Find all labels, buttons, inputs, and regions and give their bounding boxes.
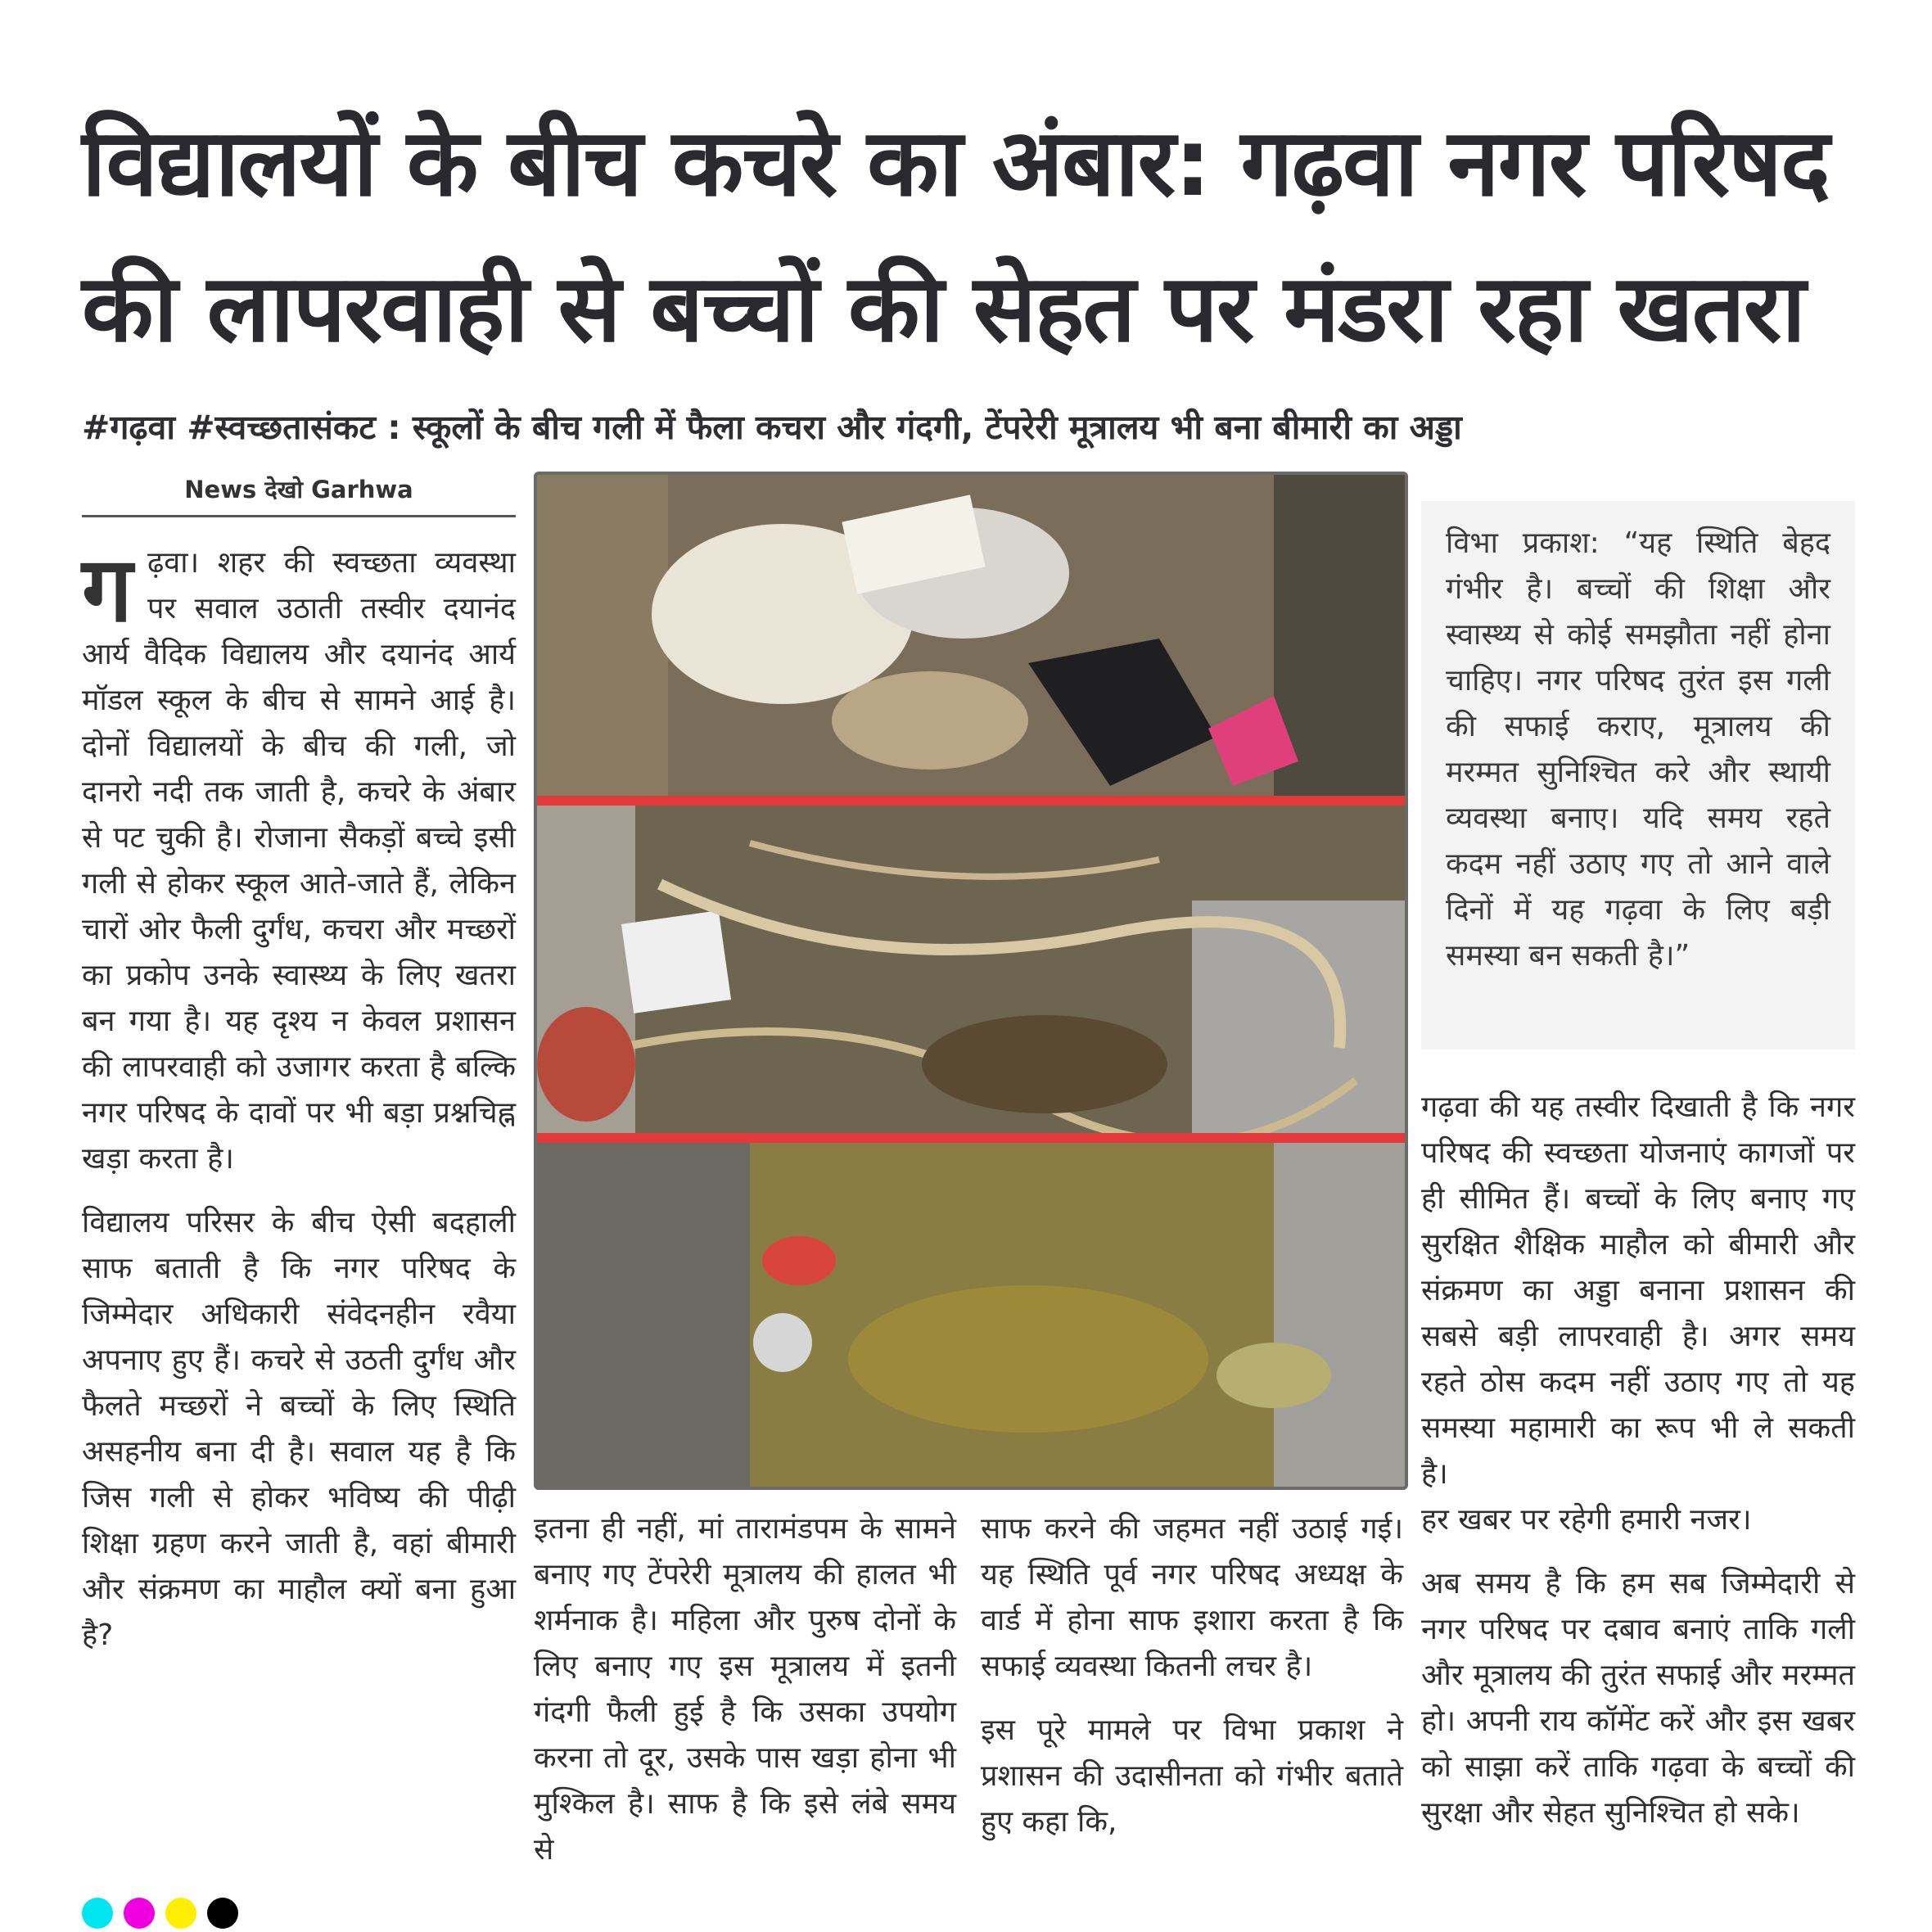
headline-line-2: की लापरवाही से बच्चों की सेहत पर मंडरा रहा खतरा — [82, 254, 1804, 363]
headline — [82, 90, 1850, 381]
middle-2-paragraph-1: साफ करने की जहमत नहीं उठाई गई। यह स्थिति पूर्व नगर परिषद अध्यक्ष के वार्ड में होना साफ इशारा करता है कि सफाई व्यवस्था कितनी लचर है। — [981, 1512, 1403, 1683]
subheadline: #गढ़वा #स्वच्छतासंकट : स्कूलों के बीच गली में फैला कचरा और गंदगी, टेंपरेरी मूत्रालय भी बना बीमारी का अड्डा — [82, 408, 1462, 447]
cyan-dot — [82, 1898, 113, 1929]
left-paragraph-2: विद्यालय परिसर के बीच ऐसी बदहाली साफ बताती है कि नगर परिषद के जिम्मेदार अधिकारी संवेदनहीन रवैया अपनाए हुए हैं। कचरे से उठती दुर्गंध और फैलते मच्छरों ने बच्चों के लिए स्थिति असहनीय बना दी है। सवाल यह है कि जिस गली से होकर भविष्य की पीढ़ी शिक्षा ग्रहण करने जाती है, वहां बीमारी और संक्रमण का माहौल क्यों बना हुआ है? — [82, 1206, 516, 1652]
byline: News देखो Garhwa — [82, 473, 516, 517]
middle-column-2 — [981, 1506, 1403, 1863]
right-paragraph-2: हर खबर पर रहेगी हमारी नजर। — [1421, 1503, 1752, 1537]
cmyk-registration-dots — [82, 1898, 249, 1930]
yellow-dot — [165, 1898, 196, 1929]
headline-line-1: विद्यालयों के बीच कचरे का अंबार: गढ़वा नगर परिषद — [82, 108, 1829, 217]
right-paragraph-3: अब समय है कि हम सब जिम्मेदारी से नगर परिषद पर दबाव बनाएं ताकि गली और मूत्रालय की तुरंत सफाई और मरम्मत हो। अपनी राय कॉमेंट करें और इस खबर को साझा करें ताकि गढ़वा के बच्चों की सुरक्षा और सेहत सुनिश्चित हो सके। — [1421, 1567, 1855, 1830]
quote-box — [1421, 501, 1855, 1050]
garbage-photo — [534, 472, 1408, 1490]
quote-text: विभा प्रकाश: “यह स्थिति बेहद गंभीर है। बच्चों की शिक्षा और स्वास्थ्य से कोई समझौता नहीं होना चाहिए। नगर परिषद तुरंत इस गली की सफाई कराए, मूत्रालय की मरम्मत सुनिश्चित करे और स्थायी व्यवस्था बनाए। यदि समय रहते कदम नहीं उठाए गए तो आने वाले दिनों में यह गढ़वा के लिए बड़ी समस्या बन सकती है।” — [1446, 526, 1830, 973]
black-dot — [207, 1898, 238, 1929]
right-paragraph-1: गढ़वा की यह तस्वीर दिखाती है कि नगर परिषद की स्वच्छता योजनाएं कागजों पर ही सीमित हैं। बच्चों के लिए बनाए गए सुरक्षित शैक्षिक माहौल को बीमारी और संक्रमण का अड्डा बनाना प्रशासन की सबसे बड़ी लापरवाही है। अगर समय रहते ठोस कदम नहीं उठाए गए तो यह समस्या महामारी का रूप भी ले सकती है। — [1421, 1090, 1855, 1491]
middle-1-paragraph-1: इतना ही नहीं, मां तारामंडपम के सामने बनाए गए टेंपरेरी मूत्रालय की हालत भी शर्मनाक है। महिला और पुरुष दोनों के लिए बनाए गए इस मूत्रालय में इतनी गंदगी फैली हुई है कि उसका उपयोग करना तो दूर, उसके पास खड़ा होना भी मुश्किल है। साफ है कि इसे लंबे समय से — [534, 1512, 956, 1867]
magenta-dot — [124, 1898, 155, 1929]
right-column — [1421, 1085, 1855, 1854]
left-column — [82, 537, 516, 1677]
left-paragraph-1 — [82, 537, 516, 1182]
drop-cap: ग — [82, 537, 133, 642]
middle-column-1 — [534, 1506, 956, 1891]
middle-2-paragraph-2: इस पूरे मामले पर विभा प्रकाश ने प्रशासन की उदासीनता को गंभीर बताते हुए कहा कि, — [981, 1713, 1403, 1839]
left-paragraph-1-text: ढ़वा। शहर की स्वच्छता व्यवस्था पर सवाल उठाती तस्वीर दयानंद आर्य वैदिक विद्यालय और दयानंद आर्य मॉडल स्कूल के बीच से सामने आई है। दोनों विद्यालयों के बीच की गली, जो दानरो नदी तक जाती है, कचरे के अंबार से पट चुकी है। रोजाना सैकड़ों बच्चे इसी गली से होकर स्कूल आते-जाते हैं, लेकिन चारों ओर फैली दुर्गंध, कचरा और मच्छरों का प्रकोप उनके स्वास्थ्य के लिए खतरा बन गया है। यह दृश्य न केवल प्रशासन की लापरवाही को उजागर करता है बल्कि नगर परिषद के दावों पर भी बड़ा प्रश्नचिह्न खड़ा करता है। — [82, 546, 516, 1176]
